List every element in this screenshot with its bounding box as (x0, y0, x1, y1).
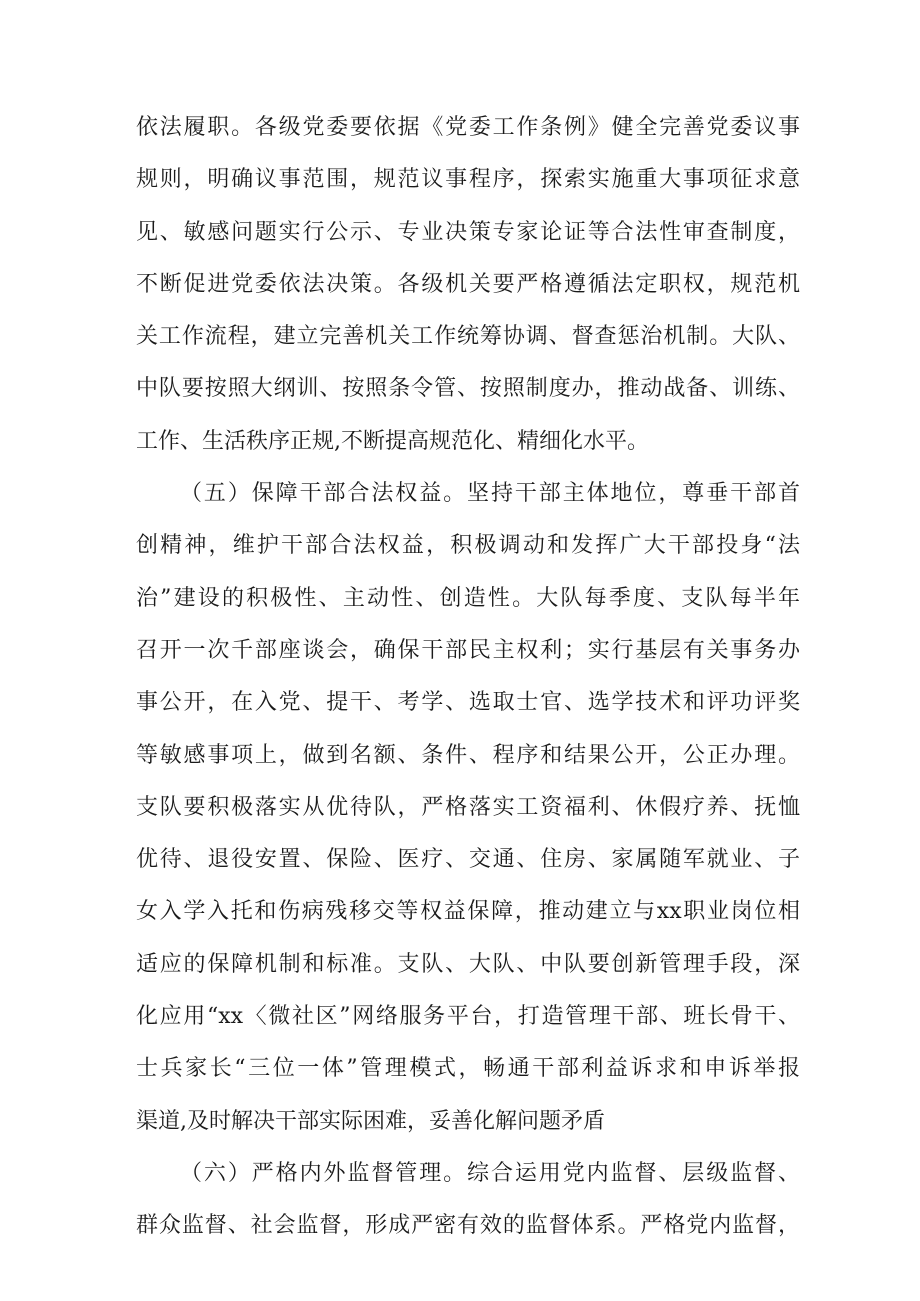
document-body (136, 102, 800, 1253)
paragraph-start-line: （六）严格内外监督管理。综合运用党内监督、层级监督、 (180, 1160, 800, 1186)
text-line: 等敏感事项上，做到名额、条件、程序和结果公开，公正办理。 (136, 742, 800, 768)
text-line: 工作、生活秩序正规,不断提高规范化、精细化水平。 (136, 428, 649, 454)
text-line: 女入学入托和伤病残移交等权益保障，推动建立与xx职业岗位相 (136, 899, 800, 925)
text-line: 事公开，在入党、提干、考学、选取士官、选学技术和评功评奖 (136, 690, 800, 716)
text-line: 关工作流程，建立完善机关工作统筹协调、督查惩治机制。大队、 (136, 324, 800, 350)
text-line: 规则，明确议事范围，规范议事程序，探索实施重大事项征求意 (136, 167, 800, 193)
text-line: 中队要按照大纲训、按照条令管、按照制度办，推动战备、训练、 (136, 376, 800, 402)
text-line: 支队要积极落实从优待队，严格落实工资福利、休假疗养、抚恤 (136, 794, 800, 820)
text-line: 渠道,及时解决干部实际困难，妥善化解问题矛盾 (136, 1108, 605, 1134)
text-line: 群众监督、社会监督，形成严密有效的监督体系。严格党内监督， (136, 1213, 800, 1239)
text-line: 见、敏感问题实行公示、专业决策专家论证等合法性审查制度， (136, 219, 800, 245)
text-line: 适应的保障机制和标准。支队、大队、中队要创新管理手段，深 (136, 951, 800, 977)
text-line: 创精神，维护干部合法权益，积极调动和发挥广大干部投身“法 (136, 533, 800, 559)
text-line: 不断促进党委依法决策。各级机关要严格遵循法定职权，规范机 (136, 271, 800, 297)
text-line: 优待、退役安置、保险、医疗、交通、住房、家属随军就业、子 (136, 847, 800, 873)
text-line: 依法履职。各级党委要依据《党委工作条例》健全完善党委议事 (136, 115, 800, 140)
text-line: 化应用“xx〈微社区”网络服务平台，打造管理干部、班长骨干、 (136, 1004, 800, 1030)
paragraph-start-line: （五）保障干部合法权益。坚持干部主体地位，尊垂干部首 (180, 481, 800, 507)
text-line: 召开一次千部座谈会，确保干部民主权利；实行基层有关事务办 (136, 637, 800, 663)
text-line: 士兵家长“三位一体”管理模式，畅通干部利益诉求和申诉举报 (136, 1056, 800, 1082)
text-line: 治”建设的积极性、主动性、创造性。大队每季度、支队每半年 (136, 585, 800, 611)
